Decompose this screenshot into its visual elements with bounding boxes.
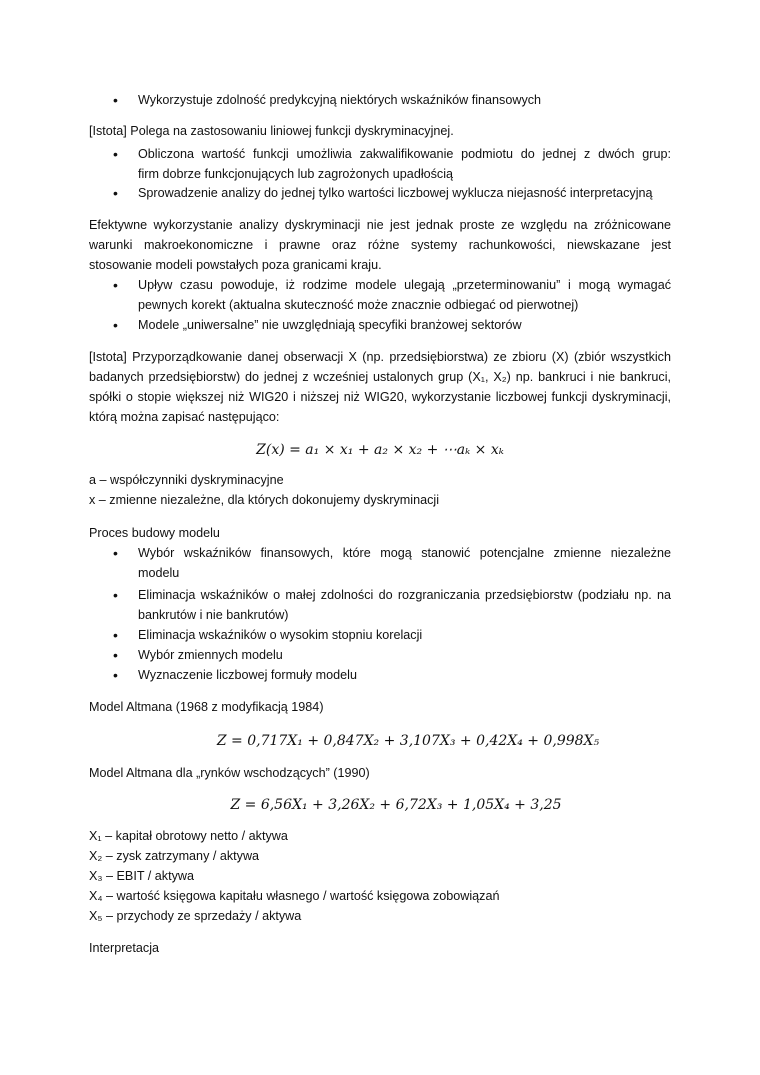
altman-formula-1990: Z = 6,56X₁ + 3,26X₂ + 6,72X₃ + 1,05X₄ + 3,25	[230, 797, 562, 813]
variable-definition: X₃ – EBIT / aktywa	[89, 869, 194, 883]
section-heading: Model Altmana (1968 z modyfikacją 1984)	[89, 700, 324, 714]
variable-definition: X₁ – kapitał obrotowy netto / aktywa	[89, 829, 288, 843]
variable-definition: X₄ – wartość księgowa kapitału własnego / wartość księgowa zobowiązań	[89, 889, 500, 903]
list-item-continuation: modelu	[138, 566, 180, 580]
bullet-icon: •	[113, 647, 118, 663]
list-item: Upływ czasu powoduje, iż rodzime modele ulegają „przeterminowaniu” i mogą wymagać	[138, 278, 671, 292]
list-item-continuation: pewnych korekt (aktualna skuteczność może znacznie odbiegać od pierwotnej)	[138, 298, 579, 312]
list-item: Wykorzystuje zdolność predykcyjną niektórych wskaźników finansowych	[138, 93, 542, 107]
section-heading: Proces budowy modelu	[89, 526, 220, 540]
definition-line: x – zmienne niezależne, dla których dokonujemy dyskryminacji	[89, 493, 439, 507]
variable-definition: X₅ – przychody ze sprzedaży / aktywa	[89, 909, 302, 923]
bullet-icon: •	[113, 92, 118, 108]
paragraph-line: [Istota] Polega na zastosowaniu liniowej funkcji dyskryminacyjnej.	[89, 124, 454, 138]
definition-line: a – współczynniki dyskryminacyjne	[89, 473, 284, 487]
list-item: Eliminacja wskaźników o małej zdolności do rozgraniczania przedsiębiorstw (podziału np. na	[138, 588, 671, 602]
list-item: Wybór zmiennych modelu	[138, 648, 283, 662]
section-heading: Interpretacja	[89, 941, 160, 955]
paragraph-line: spółki o stopie większej niż WIG20 i niższej niż WIG20, wykorzystanie liczbowej funkcji dyskryminacji,	[89, 390, 671, 404]
bullet-icon: •	[113, 146, 118, 162]
discriminant-formula: Z(x) = a₁ × x₁ + a₂ × x₂ + ⋯aₖ × xₖ	[256, 442, 504, 458]
bullet-icon: •	[113, 185, 118, 201]
list-item: Modele „uniwersalne” nie uwzględniają specyfiki branżowej sektorów	[138, 318, 522, 332]
variable-definition: X₂ – zysk zatrzymany / aktywa	[89, 849, 260, 863]
paragraph-line: [Istota] Przyporządkowanie danej obserwacji X (np. przedsiębiorstwa) ze zbioru (X) (zbiór wszystkich	[89, 350, 671, 364]
list-item: Wyznaczenie liczbowej formuły modelu	[138, 668, 357, 682]
list-item: Sprowadzenie analizy do jednej tylko wartości liczbowej wyklucza niejasność interpretacyjną	[138, 186, 653, 200]
bullet-icon: •	[113, 317, 118, 333]
bullet-icon: •	[113, 627, 118, 643]
list-item-continuation: bankrutów i nie bankrutów)	[138, 608, 289, 622]
altman-formula-1984: Z = 0,717X₁ + 0,847X₂ + 3,107X₃ + 0,42X₄ + 0,998X₅	[216, 733, 600, 749]
bullet-icon: •	[113, 277, 118, 293]
paragraph-line: Efektywne wykorzystanie analizy dyskryminacji nie jest jednak proste ze względu na zróżnicowane	[89, 218, 671, 232]
paragraph-line: stosowanie modeli powstałych poza granicami kraju.	[89, 258, 382, 272]
bullet-icon: •	[113, 667, 118, 683]
paragraph-line: badanych przedsiębiorstw) do jednej z wcześniej ustalonych grup (X₁, X₂) np. bankruci i nie bankruci,	[89, 370, 671, 384]
bullet-icon: •	[113, 587, 118, 603]
section-heading: Model Altmana dla „rynków wschodzących” (1990)	[89, 766, 370, 780]
list-item: Wybór wskaźników finansowych, które mogą stanowić potencjalne zmienne niezależne	[138, 546, 671, 560]
bullet-icon: •	[113, 545, 118, 561]
paragraph-line: którą można zapisać następująco:	[89, 410, 280, 424]
list-item-continuation: firm dobrze funkcjonujących lub zagrożonych upadłością	[138, 167, 454, 181]
list-item: Eliminacja wskaźników o wysokim stopniu korelacji	[138, 628, 423, 642]
paragraph-line: warunki makroekonomiczne i prawne oraz różne systemy rachunkowości, niewskazane jest	[89, 238, 671, 252]
list-item: Obliczona wartość funkcji umożliwia zakwalifikowanie podmiotu do jednej z dwóch grup:	[138, 147, 671, 161]
